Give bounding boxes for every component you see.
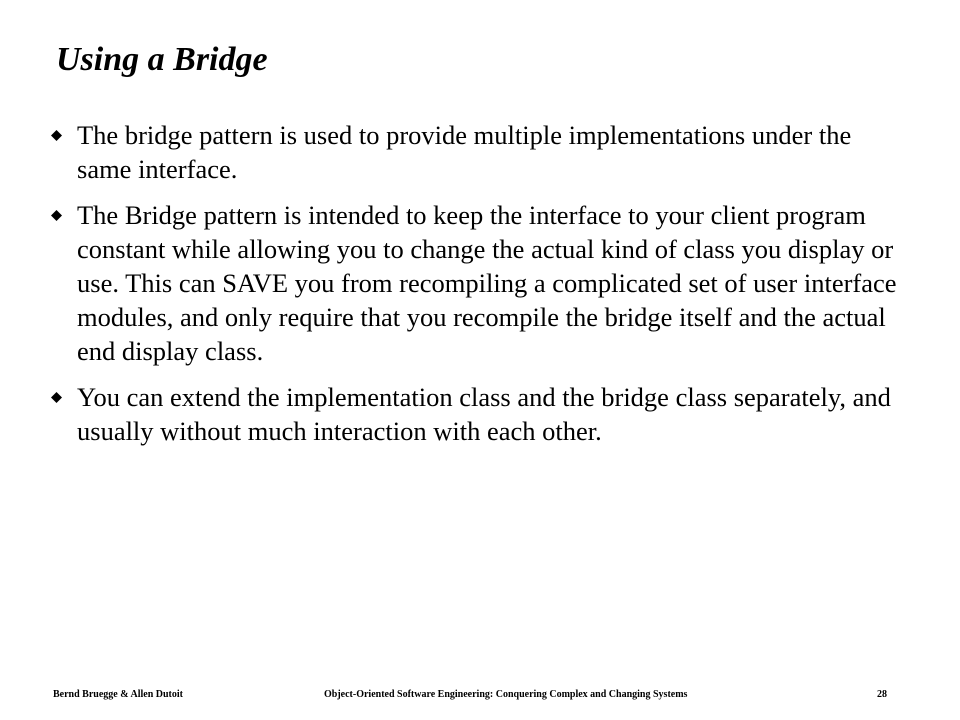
diamond-bullet-icon xyxy=(51,210,62,221)
bullet-item xyxy=(48,198,908,368)
bullet-item xyxy=(48,118,908,186)
bullet-text: You can extend the implementation class and the bridge class separately, and usually without much interaction with each other. xyxy=(77,382,891,446)
bullet-text: The Bridge pattern is intended to keep the interface to your client program constant while allowing you to change the actual kind of class you display or use. This can SAVE you from recompiling a complicated set of user interface modules, and only require that you recompile the bridge itself and the actual end display class. xyxy=(77,200,897,366)
diamond-bullet-icon xyxy=(51,392,62,403)
slide-title: Using a Bridge xyxy=(56,41,268,78)
footer-book-title: Object-Oriented Software Engineering: Conquering Complex and Changing Systems xyxy=(324,689,688,700)
bullet-list xyxy=(48,118,908,460)
footer-page-number: 28 xyxy=(877,689,887,700)
diamond-bullet-icon xyxy=(51,130,62,141)
bullet-item xyxy=(48,380,908,448)
bullet-text: The bridge pattern is used to provide multiple implementations under the same interface. xyxy=(77,120,852,184)
footer-authors: Bernd Bruegge & Allen Dutoit xyxy=(53,689,183,700)
